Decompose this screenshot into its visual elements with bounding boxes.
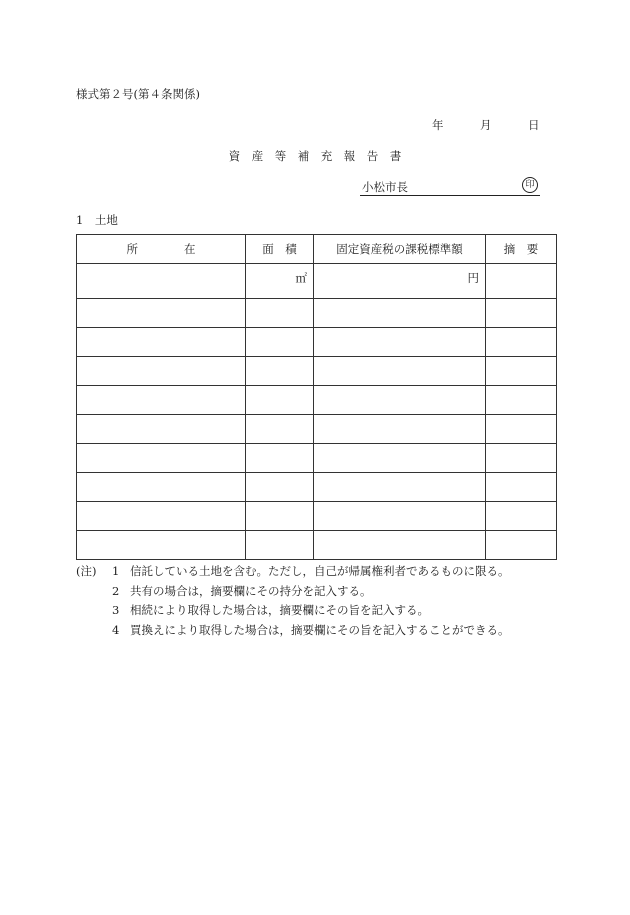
- addressee-label: 小松市長: [362, 180, 408, 194]
- form-number: 様式第２号(第４条関係): [76, 87, 200, 101]
- date-day-label: 日: [528, 118, 540, 132]
- location-cell[interactable]: [77, 444, 246, 473]
- header-location-label: 所 在: [126, 242, 196, 256]
- note-number: 1: [112, 564, 120, 578]
- location-cell[interactable]: [77, 264, 246, 299]
- table-row: [77, 531, 557, 560]
- land-table: [76, 234, 557, 560]
- tax-base-cell[interactable]: [314, 444, 486, 473]
- location-cell[interactable]: [77, 328, 246, 357]
- area-cell[interactable]: [246, 357, 314, 386]
- table-row: [77, 264, 557, 299]
- note-item: [76, 582, 510, 602]
- remarks-cell[interactable]: [486, 444, 557, 473]
- area-cell[interactable]: ㎡: [246, 264, 314, 299]
- table-row: [77, 299, 557, 328]
- location-cell[interactable]: [77, 531, 246, 560]
- date-year-label: 年: [432, 118, 444, 132]
- remarks-cell[interactable]: [486, 264, 557, 299]
- remarks-cell[interactable]: [486, 357, 557, 386]
- area-cell[interactable]: [246, 328, 314, 357]
- note-item: [76, 601, 510, 621]
- location-cell[interactable]: [77, 357, 246, 386]
- note-text: 相続により取得した場合は，摘要欄にその旨を記入する。: [130, 603, 429, 617]
- note-number: 3: [112, 603, 120, 617]
- remarks-cell[interactable]: [486, 531, 557, 560]
- remarks-cell[interactable]: [486, 328, 557, 357]
- tax-base-cell[interactable]: 円: [314, 264, 486, 299]
- location-cell[interactable]: [77, 502, 246, 531]
- table-header-row: [77, 235, 557, 264]
- tax-base-cell[interactable]: [314, 299, 486, 328]
- table-row: [77, 328, 557, 357]
- remarks-cell[interactable]: [486, 415, 557, 444]
- note-text: 買換えにより取得した場合は，摘要欄にその旨を記入することができる。: [130, 622, 510, 637]
- notes-prefix: (注): [76, 564, 97, 578]
- tax-base-cell[interactable]: [314, 386, 486, 415]
- table-row: [77, 415, 557, 444]
- table-row: [77, 357, 557, 386]
- note-text: 共有の場合は，摘要欄にその持分を記入する。: [130, 583, 372, 598]
- area-cell[interactable]: [246, 531, 314, 560]
- area-cell[interactable]: [246, 473, 314, 502]
- date-month-label: 月: [480, 118, 492, 132]
- remarks-cell[interactable]: [486, 386, 557, 415]
- tax-base-cell[interactable]: [314, 415, 486, 444]
- section-heading: 1 土地: [76, 213, 118, 227]
- location-cell[interactable]: [77, 299, 246, 328]
- note-item: [76, 562, 510, 582]
- location-cell[interactable]: [77, 473, 246, 502]
- header-location: [77, 235, 246, 264]
- remarks-cell[interactable]: [486, 473, 557, 502]
- table-row: [77, 473, 557, 502]
- area-cell[interactable]: [246, 444, 314, 473]
- header-remarks: 摘 要: [486, 235, 557, 264]
- remarks-cell[interactable]: [486, 502, 557, 531]
- tax-base-cell[interactable]: [314, 531, 486, 560]
- header-area: 面 積: [246, 235, 314, 264]
- area-cell[interactable]: [246, 386, 314, 415]
- note-item: [76, 621, 510, 641]
- location-cell[interactable]: [77, 386, 246, 415]
- table-row: [77, 502, 557, 531]
- tax-base-cell[interactable]: [314, 502, 486, 531]
- note-number: 4: [112, 622, 120, 637]
- tax-base-cell[interactable]: [314, 473, 486, 502]
- notes: [76, 562, 510, 640]
- tax-base-cell[interactable]: [314, 357, 486, 386]
- remarks-cell[interactable]: [486, 299, 557, 328]
- note-number: 2: [112, 583, 120, 598]
- header-tax-base: 固定資産税の課税標準額: [314, 235, 486, 264]
- note-text: 信託している土地を含む。ただし，自己が帰属権利者であるものに限る。: [130, 564, 510, 578]
- table-row: [77, 386, 557, 415]
- document-title: 資 産 等 補 充 報 告 書: [228, 149, 402, 163]
- area-cell[interactable]: [246, 502, 314, 531]
- area-cell[interactable]: [246, 415, 314, 444]
- area-cell[interactable]: [246, 299, 314, 328]
- addressee-line: [360, 179, 540, 196]
- location-cell[interactable]: [77, 415, 246, 444]
- seal-mark: 印: [522, 177, 538, 193]
- tax-base-cell[interactable]: [314, 328, 486, 357]
- table-row: [77, 444, 557, 473]
